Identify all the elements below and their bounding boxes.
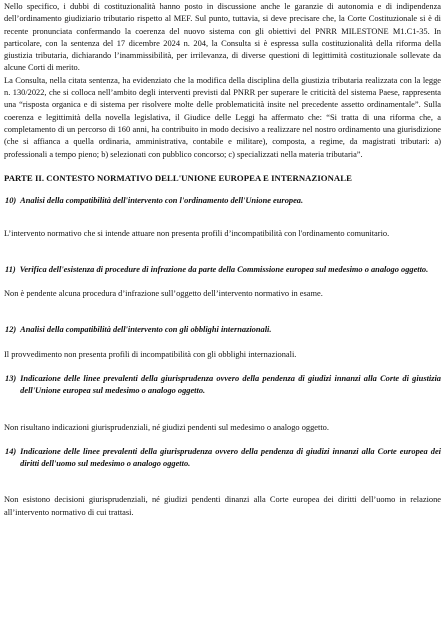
section-heading-14 (4, 446, 441, 471)
section-heading-10 (4, 195, 441, 207)
section-heading-text: Analisi della compatibilità dell'intervento con l'ordinamento dell'Unione europea. (20, 196, 304, 206)
section-number: 13) (5, 373, 17, 383)
section-number: 12) (5, 325, 17, 335)
section-heading-11 (4, 264, 441, 276)
section-heading-text: Analisi della compatibilità dell'intervento con gli obblighi internazionali. (20, 325, 272, 335)
section-heading-text: Verifica dell'esistenza di procedure di infrazione da parte della Commissione europea sul medesimo o analogo oggetto. (19, 264, 429, 274)
section-heading-13 (4, 373, 441, 398)
section-heading-text: Indicazione delle linee prevalenti della giurisprudenza ovvero della pendenza di giudizi innanzi alla Corte di giustizia dell'Unione europea sul medesimo o analogo oggetto. (20, 373, 441, 396)
section-body-14: Non esistono decisioni giurisprudenziali, né giudizi pendenti dinanzi alla Corte europea dei diritti dell’uomo in relazione all’intervento normativo di cui trattasi. (4, 495, 441, 517)
section-body-12: Il provvedimento non presenta profili di incompatibilità con gli obblighi internazionali. (4, 349, 297, 359)
section-heading-12 (4, 324, 441, 336)
section-body-10: L’intervento normativo che si intende attuare non presenta profili d’incompatibilità con l'ordinamento comunitario. (4, 229, 390, 239)
intro-paragraph-2: La Consulta, nella citata sentenza, ha evidenziato che la modifica della disciplina della giustizia tributaria realizzata con la legge n. 130/2022, che si colloca nell’ambito degli interventi previsti dal PNRR per superare le criticità del sistema Paese, rappresenta una “risposta organica e di sistema per risolvere molte delle problematicità insite nel precedente assetto ordinamentale”. Sulla coerenza e legittimità della novella legislativa, il Giudice delle Leggi ha affermato che: “Si tratta di una riforma che, a completamento di un percorso di 160 anni, ha contribuito in modo decisivo a realizzare nel nostro ordinamento una giurisdizione (che si affianca a quella ordinaria, amministrativa, contabile e militare), composta, a regime, da magistrati tributari: a) professionali a tempo pieno; b) selezionati con pubblico concorso; c) specializzati nella materia tributaria”. (4, 75, 441, 159)
section-number: 11) (5, 264, 16, 274)
section-body-13: Non risultano indicazioni giurisprudenziali, né giudizi pendenti sul medesimo o analogo oggetto. (4, 422, 329, 432)
intro-paragraph-1: Nello specifico, i dubbi di costituzionalità hanno posto in discussione anche le garanzie di autonomia e di indipendenza dell’ordinamento giudiziario tributario rispetto al MEF. Sul punto, tuttavia, si deve precisare che, la Corte Costituzionale si è di recente pronunciata confermando la coerenza del nuovo sistema con gli obiettivi del PNRR MILESTONE M1.C1-35. In particolare, con la sentenza del 17 dicembre 2024 n. 204, la Consulta si è espressa sulla costituzionalità della riforma della giustizia tributaria, dichiarando l’inammissibilità, per irrilevanza, di diverse questioni di legittimità costituzionale sollevate da alcune Corti di merito. (4, 2, 441, 73)
section-number: 10) (5, 196, 17, 206)
part-title: PARTE II. CONTESTO NORMATIVO DELL'UNIONE EUROPEA E INTERNAZIONALE (4, 172, 352, 183)
section-body-11: Non è pendente alcuna procedura d’infrazione sull’oggetto dell’intervento normativo in esame. (4, 289, 323, 299)
section-number: 14) (5, 446, 17, 456)
section-heading-text: Indicazione delle linee prevalenti della giurisprudenza ovvero della pendenza di giudizi innanzi alla Corte europea dei diritti dell'uomo sul medesimo o analogo oggetto. (20, 446, 441, 469)
